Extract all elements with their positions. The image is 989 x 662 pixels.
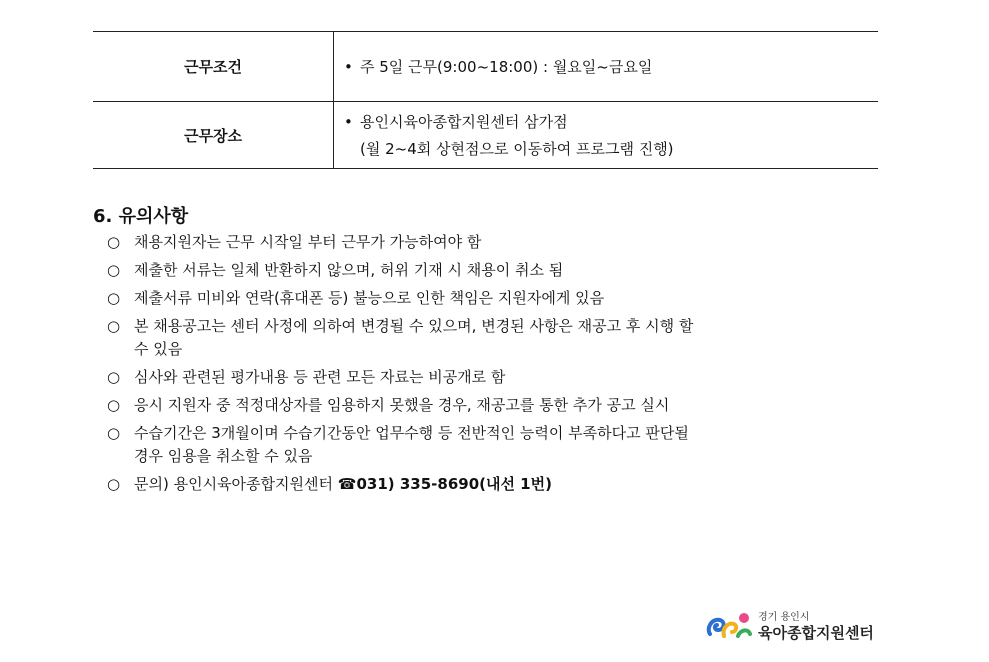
contact-prefix: 문의) 용인시육아종합지원센터: [134, 475, 338, 493]
row-label: 근무조건: [93, 32, 334, 102]
contact-text: [134, 475, 552, 493]
list-item: [107, 366, 887, 389]
circle-bullet: ○: [107, 261, 121, 279]
circle-bullet: ○: [107, 396, 121, 414]
note-text: 수 있음: [134, 340, 183, 358]
logo-subtitle: 경기 용인시: [758, 612, 810, 623]
list-item: [107, 287, 887, 310]
list-item: [107, 422, 887, 468]
row-value-text: 주 5일 근무(9:00~18:00) : 월요일~금요일: [360, 58, 653, 76]
row-value: [334, 102, 879, 169]
list-item: [107, 259, 887, 282]
row-value: [334, 32, 879, 102]
circle-bullet: ○: [107, 233, 121, 251]
row-value-text: (월 2~4회 상현점으로 이동하여 프로그램 진행): [360, 140, 674, 158]
circle-bullet: ○: [107, 475, 121, 493]
table-row: [93, 102, 878, 169]
row-label: 근무장소: [93, 102, 334, 169]
job-info-table: [93, 31, 878, 169]
row-value-text: 용인시육아종합지원센터 삼가점: [360, 113, 568, 131]
notes-list: [107, 231, 887, 501]
list-item: [107, 394, 887, 417]
center-logo: [704, 606, 874, 646]
note-text: 본 채용공고는 센터 사정에 의하여 변경될 수 있으며, 변경된 사항은 재공고 후 시행 할: [134, 317, 694, 335]
list-item: [107, 231, 887, 254]
circle-bullet: ○: [107, 317, 121, 335]
list-item-contact: [107, 473, 887, 496]
circle-bullet: ○: [107, 368, 121, 386]
list-item: [107, 315, 887, 361]
note-text: 응시 지원자 중 적정대상자를 임용하지 못했을 경우, 재공고를 통한 추가 공고 실시: [134, 396, 670, 414]
phone-icon: ☎: [337, 475, 357, 493]
circle-bullet: ○: [107, 289, 121, 307]
phone-number: 031) 335-8690(내선 1번): [356, 475, 552, 493]
table-row: [93, 32, 878, 102]
note-text: 제출서류 미비와 연락(휴대폰 등) 불능으로 인한 책임은 지원자에게 있음: [134, 289, 605, 307]
note-text: 심사와 관련된 평가내용 등 관련 모든 자료는 비공개로 함: [134, 368, 506, 386]
note-text: 수습기간은 3개월이며 수습기간동안 업무수행 등 전반적인 능력이 부족하다고 판단될: [134, 424, 689, 442]
bullet: •: [344, 113, 353, 131]
logo-mark-icon: [704, 608, 752, 642]
section-title: 6. 유의사항: [93, 206, 189, 227]
circle-bullet: ○: [107, 424, 121, 442]
note-text: 채용지원자는 근무 시작일 부터 근무가 가능하여야 함: [134, 233, 482, 251]
bullet: •: [344, 58, 353, 76]
note-text: 경우 임용을 취소할 수 있음: [134, 447, 313, 465]
note-text: 제출한 서류는 일체 반환하지 않으며, 허위 기재 시 채용이 취소 됨: [134, 261, 564, 279]
logo-title: 육아종합지원센터: [758, 624, 874, 642]
